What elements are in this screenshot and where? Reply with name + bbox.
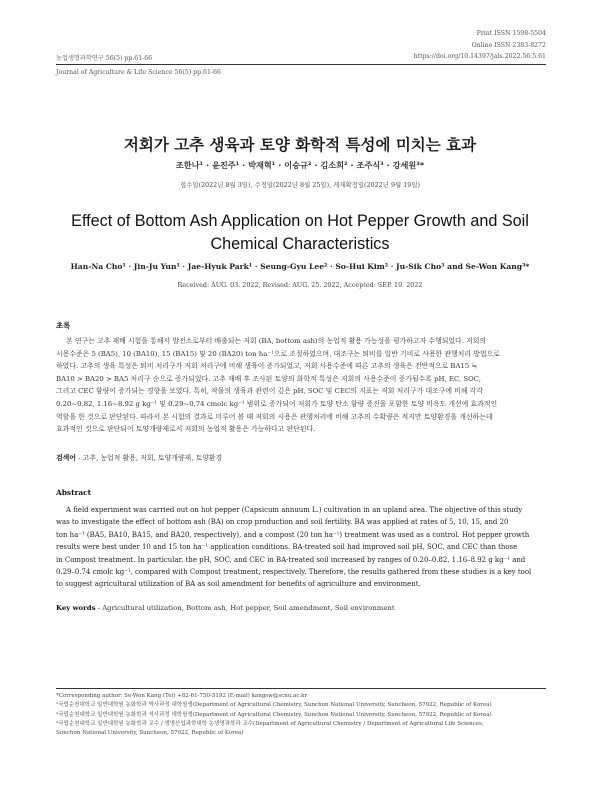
title-korean: 저회가 고추 생육과 토양 화학적 특성에 미치는 효과 <box>123 136 477 154</box>
abstract-ko-line: 본 연구는 고추 재배 시험을 통해서 발전소로부터 배출되는 저회 (BA, bottom ash)의 농업적 활용 가능성을 평가하고자 수행되었다. 저회의 <box>66 337 487 345</box>
print-issn: Print ISSN 1598-5504 <box>476 30 546 37</box>
keywords-en-list: - Agricultural utilization, Bottom ash, Hot pepper, Soil amendment, Soil environment <box>95 604 395 612</box>
abstract-ko-heading: 초록 <box>56 321 71 330</box>
authors-korean: 조한나¹ · 윤진주¹ · 박재혁¹ · 이승규² · 김소희² · 조주식³ · 강세원³* <box>175 160 425 170</box>
abstract-ko-line: 그리고 CEC 함량이 증가되는 경향을 보였다. 특히, 작물의 생육과 관련이 깊은 pH, SOC 및 CEC의 지표는 저회 처리구가 대조구에 비해 각각 <box>56 387 484 396</box>
dates-english: Received: AUG. 03. 2022, Revised: AUG. 25. 2022, Accepted: SEP. 19. 2022 <box>177 281 423 289</box>
abstract-en-line: ton ha⁻¹ (BA5, BA10, BA15, and BA20, respectively), and a compost (20 ton ha⁻¹) treatment was used as a control. Hot pepper growth <box>56 530 530 539</box>
dates-korean: 접수일(2022년 8월 3일), 수정일(2022년 8월 25일), 게재확정일(2022년 9월 19일) <box>179 181 421 189</box>
footnote-corresponding: *Corresponding author: Se-Won Kang (Tel) +82-61-750-5192 (E-mail) kangsw@scnu.ac.kr <box>56 693 308 699</box>
title-english: Effect of Bottom Ash Application on Hot Pepper Growth and Soil Chemical Characteristics <box>71 212 529 253</box>
abstract-ko-line: 시용수준은 5 (BA5), 10 (BA10), 15 (BA15) 및 20 (BA20) ton ha⁻¹으로 조절하였으며, 대조구는 퇴비를 일반 기비로 사용한 관행처리 방법으로 <box>56 349 500 358</box>
abstract-ko-line: 0.20~0.82, 1.16~8.92 g kg⁻¹ 및 0.29~0.74 cmolc kg⁻¹ 범위로 증가되어 저회가 토양 탄소 함량 증진을 포함한 토양 비옥도 개선에 효과적인 <box>56 399 498 408</box>
abstract-en-line: was to investigate the effect of bottom ash (BA) on crop production and soil fertility. BA was applied at rates of 5, 10, 15, and 20 <box>56 518 509 527</box>
abstract-en-line: A field experiment was carried out on hot pepper (Capsicum annuum L.) cultivation in an upland area. The objective of this study <box>66 506 523 514</box>
journal-ko: 농업생명과학연구 56(5) pp.61-66 <box>56 55 153 62</box>
keywords-ko <box>56 452 546 462</box>
abstract-en-body <box>56 504 546 591</box>
abstract-ko-body <box>56 335 546 436</box>
abstract-en-line: to suggest agricultural utilization of BA as soil amendment for benefits of agriculture and environment. <box>56 580 421 589</box>
keywords-en-label: Key words <box>56 604 96 612</box>
footnote-affiliation-2: ²국립순천대학교 일반대학원 농화학과 석사과정 대학원생(Department of Agricultural Chemistry, Sunchon National University, Suncheon, 57922, Republic of Korea) <box>56 711 492 718</box>
keywords-ko-label: 검색어 <box>56 454 76 462</box>
keywords-ko-list: - 고추, 농업적 활용, 저회, 토양개량제, 토양환경 <box>75 454 223 462</box>
abstract-en-heading: Abstract <box>56 488 92 497</box>
journal-en: Journal of Agriculture & Life Science 56(5) pp.61-66 <box>56 69 221 76</box>
abstract-ko-line: 효과적인 것으로 판단되어 토양개량제로서 저회의 농업적 활용은 가능하다고 판단된다. <box>56 425 316 434</box>
footnote-affiliation-3-cont: Sunchon National University, Suncheon, 57922, Republic of Korea) <box>56 730 244 737</box>
footnotes <box>56 692 546 738</box>
footnote-rule <box>56 688 546 689</box>
footnote-affiliation-1: ¹국립순천대학교 일반대학원 농화학과 박사과정 대학원생(Department of Agricultural Chemistry, Sunchon National University, Suncheon, 57922, Republic of Korea) <box>56 702 492 709</box>
abstract-ko-line: 하였다. 고추의 생육 특성은 퇴비 처리구가 저회 처리구에 비해 생육이 증가되었고, 저회 사용수준에 따른 고추의 생육은 전반적으로 BA15 ≒ <box>56 362 478 371</box>
keywords-en <box>56 604 546 612</box>
footnote-affiliation-3: ³국립순천대학교 일반대학원 농화학과 교수 / 생명산업과학대학 농생명과학과 교수(Department of Agricultural Chemistry / Department of Agricultural Life Sciences, <box>56 720 484 727</box>
abstract-en-line: results were best under 10 and 15 ton ha⁻¹ application conditions. BA-treated soil had improved soil pH, SOC, and CEC than those <box>56 543 518 552</box>
abstract-en-line: in Compost treatment. In particular, the pH, SOC, and CEC in BA-treated soil increased by ranges of 0.20–0.82, 1.16–8.92 g kg⁻¹ and <box>56 555 526 564</box>
doi-link[interactable]: https://doi.org/10.14397/jals.2022.56.5.61 <box>413 53 546 60</box>
header-rule <box>56 64 546 65</box>
online-issn: Online ISSN 2383-8272 <box>471 42 546 49</box>
authors-english: Han-Na Cho¹ · Jin-Ju Yun¹ · Jae-Hyuk Park¹ · Seung-Gyu Lee² · So-Hui Kim² · Ju-Sik Cho³ and Se-Won Kang³* <box>70 262 530 271</box>
abstract-en-line: 0.29–0.74 cmolc kg⁻¹, compared with Compost treatment, respectively. Therefore, the results gathered from these studies is a key tool <box>56 567 532 576</box>
abstract-ko-line: BA10 > BA20 > BA5 처리구 순으로 증가되었다. 고추 재배 후 조사된 토양의 화학적 특성은 저회의 사용수준이 증가될수록 pH, EC, SOC, <box>56 374 481 383</box>
abstract-ko-line: 역할을 한 것으로 판단된다. 따라서 본 시험의 결과로 미루어 볼 때 저회의 시용은 관행처리에 비해 고추의 수확량은 적지만 토양환경을 개선하는데 <box>56 412 493 421</box>
